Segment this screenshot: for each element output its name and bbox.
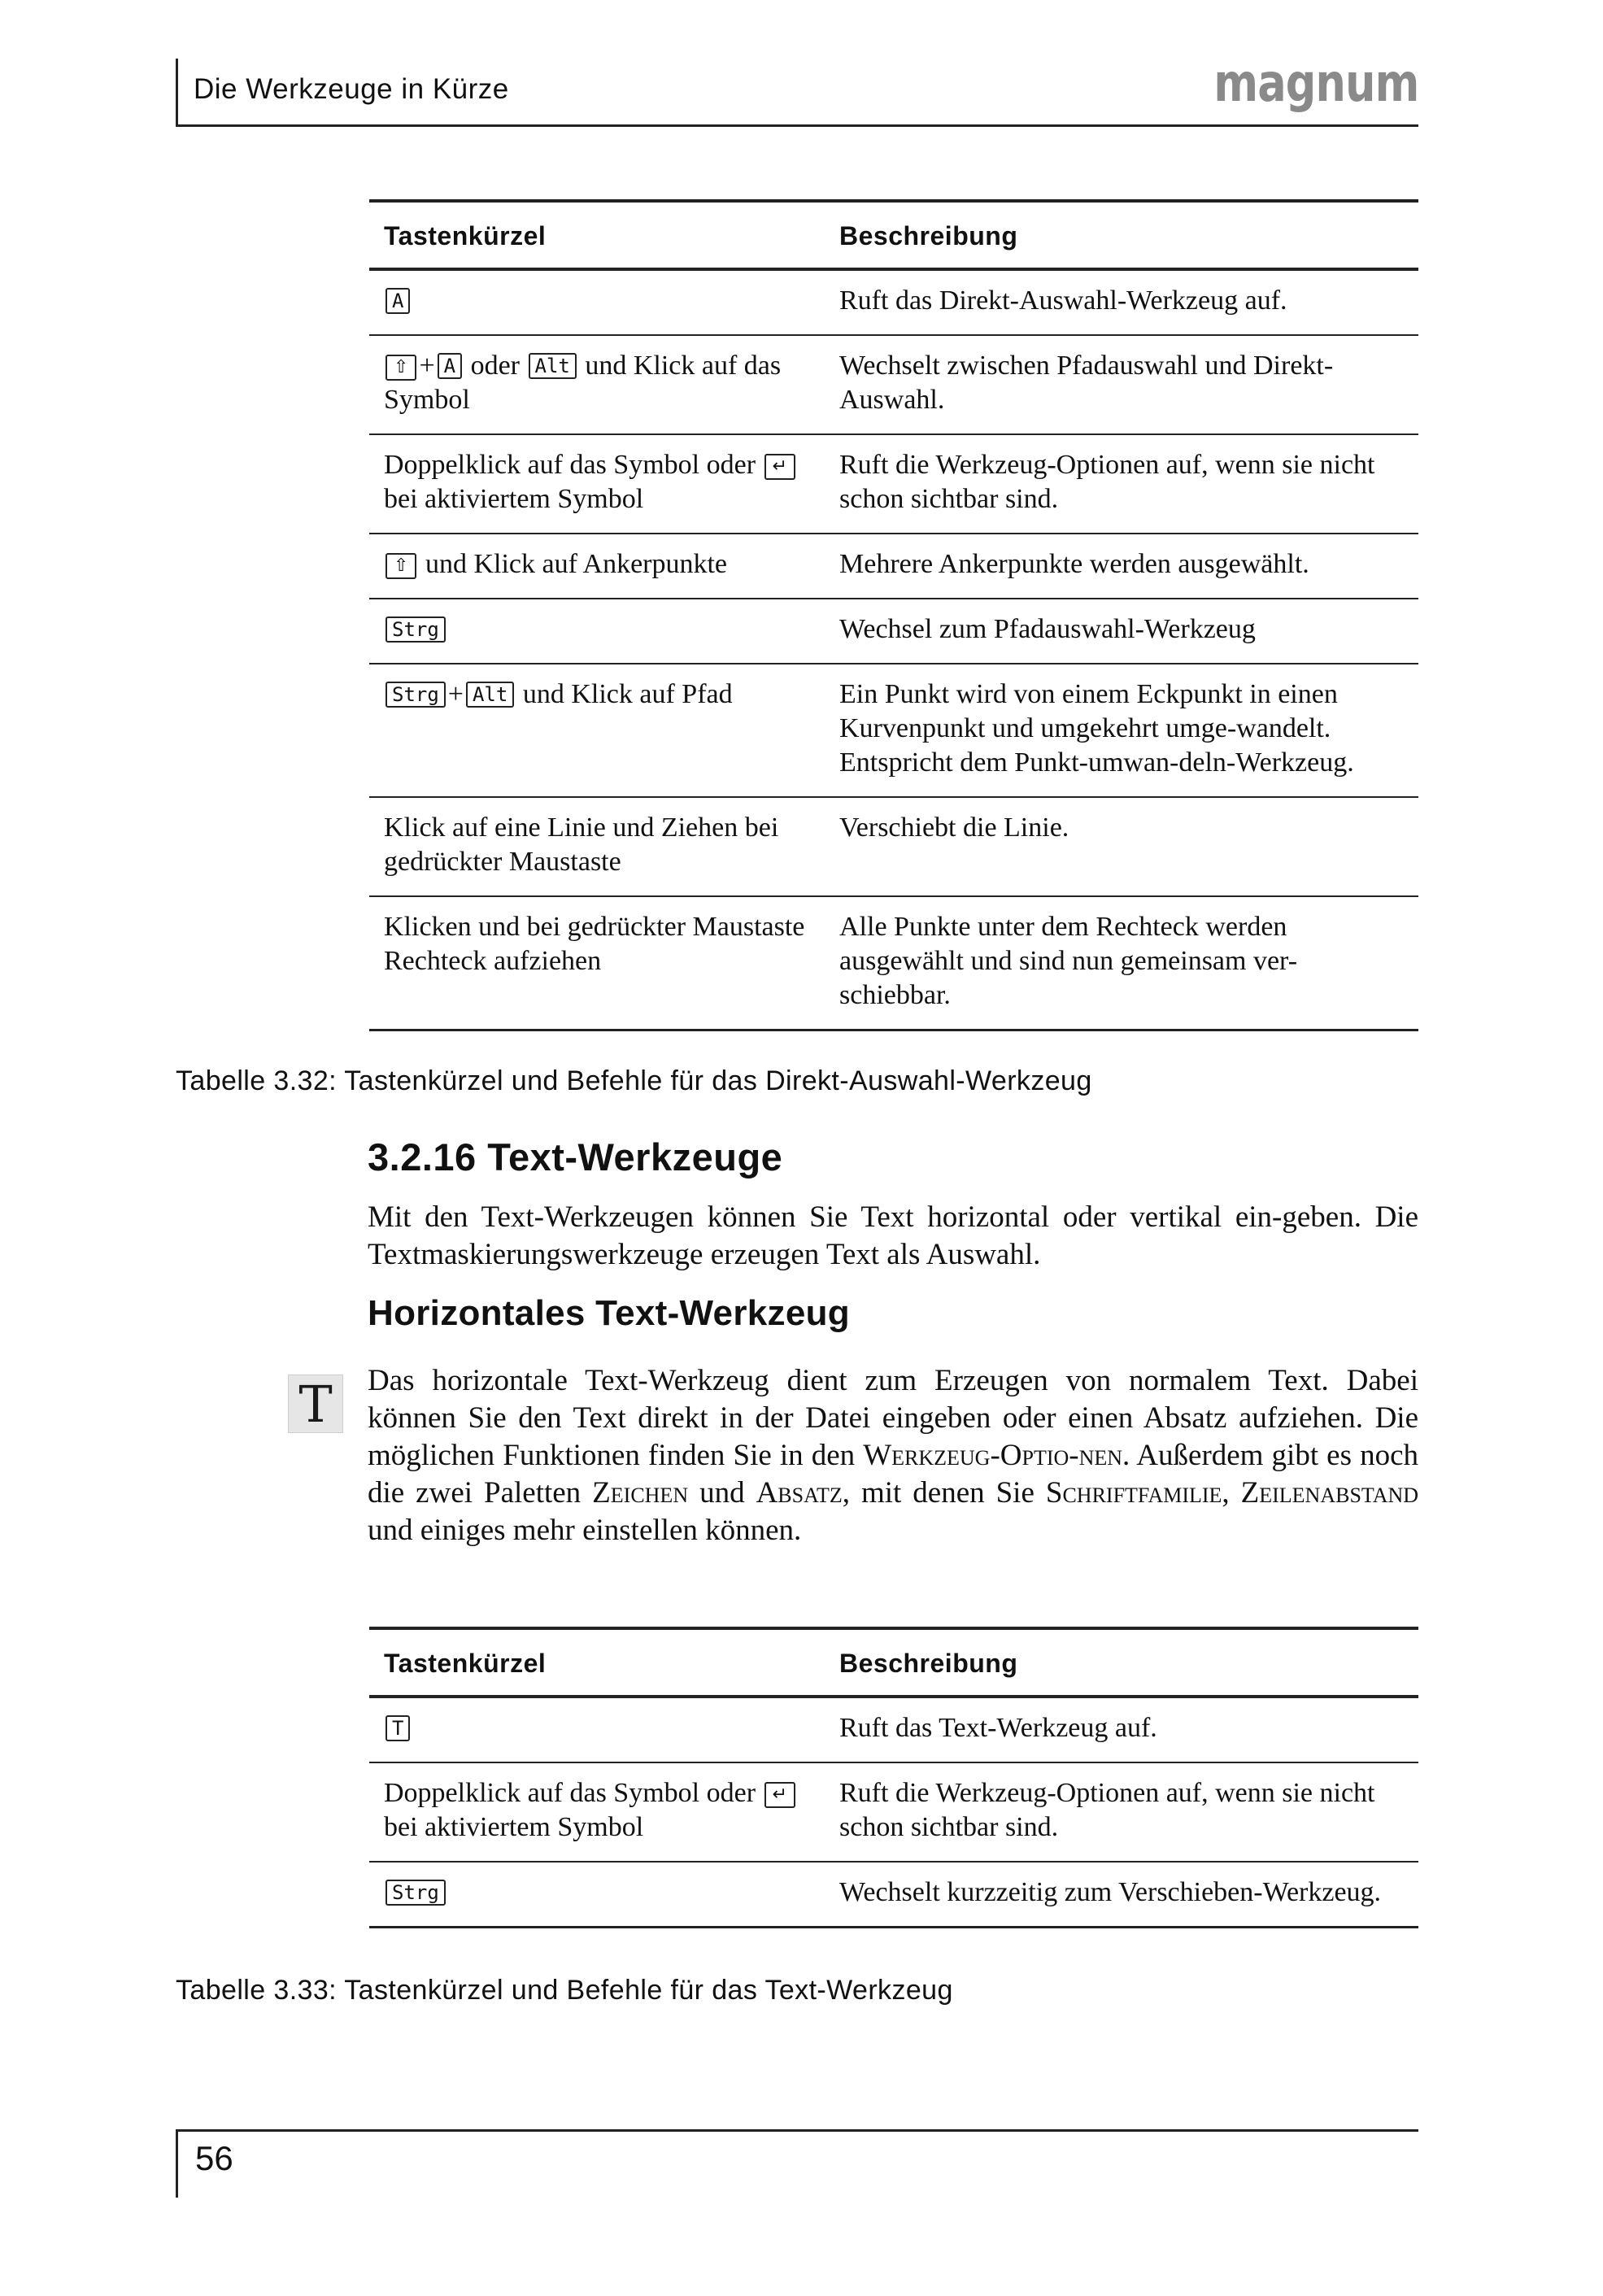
shift-key-icon: ⇧ <box>386 355 416 381</box>
brand-logo: magnum <box>1213 54 1418 114</box>
header-rule <box>176 124 1418 127</box>
table-row <box>369 1697 1418 1762</box>
shortcut-cell <box>369 269 825 335</box>
shortcut-text: Doppelklick auf das Symbol oder <box>384 450 756 480</box>
footer-rule-vertical <box>176 2129 178 2198</box>
body-text: und einiges mehr einstellen können. <box>368 1514 802 1547</box>
table-header-row <box>369 201 1418 269</box>
description-cell: Verschiebt die Linie. <box>825 797 1418 896</box>
shortcut-text: bei aktiviertem Symbol <box>384 484 644 514</box>
key-alt: Alt <box>529 353 577 379</box>
column-header-shortcut: Tastenkürzel <box>369 201 825 269</box>
table-caption: Tabelle 3.32: Tastenkürzel und Befehle für das Direkt-Auswahl-Werkzeug <box>176 1065 1092 1096</box>
shortcut-table-text-tool <box>369 1627 1418 1928</box>
menu-term: Zeichen <box>592 1476 689 1510</box>
shortcut-cell <box>369 335 825 434</box>
shortcut-text: und Klick auf Ankerpunkte <box>425 549 728 579</box>
key-plus: + <box>447 679 464 709</box>
key-strg: Strg <box>386 1880 446 1906</box>
table-row <box>369 599 1418 664</box>
table-row <box>369 335 1418 434</box>
key-alt: Alt <box>466 682 514 708</box>
body-text: Das horizontale Text-Werkzeug dient zum Erzeugen von normalem Text. Dabei können Sie den Text direkt in der Datei eingeben oder einen Absatz aufziehen. Die möglichen Funktionen finden Sie in den <box>368 1364 1418 1472</box>
table-header-row <box>369 1628 1418 1697</box>
shortcut-text: und Klick auf Pfad <box>522 679 733 709</box>
shortcut-table-direct-selection <box>369 199 1418 1031</box>
body-text: , mit denen Sie <box>842 1476 1035 1510</box>
shortcut-cell <box>369 1697 825 1762</box>
description-cell: Ein Punkt wird von einem Eckpunkt in einen Kurvenpunkt und umgekehrt umge-wandelt. Entspricht dem Punkt-umwan-deln-Werkzeug. <box>825 664 1418 797</box>
column-header-shortcut: Tastenkürzel <box>369 1628 825 1697</box>
table-row <box>369 664 1418 797</box>
shortcut-text: bei aktiviertem Symbol <box>384 1812 644 1842</box>
shortcut-cell: Klicken und bei gedrückter Maustaste Rechteck aufziehen <box>369 896 825 1030</box>
shortcut-text: und Klick auf das Symbol <box>384 351 782 415</box>
menu-term: Zeilenabstand <box>1240 1476 1419 1510</box>
shortcut-cell: Klick auf eine Linie und Ziehen bei gedrückter Maustaste <box>369 797 825 896</box>
table-row <box>369 1862 1418 1928</box>
description-cell: Ruft die Werkzeug-Optionen auf, wenn sie nicht schon sichtbar sind. <box>825 1762 1418 1862</box>
header-rule-vertical <box>176 59 178 127</box>
table-row <box>369 434 1418 534</box>
key-a: A <box>438 353 462 379</box>
page-number: 56 <box>195 2139 233 2177</box>
section-intro: Mit den Text-Werkzeugen können Sie Text horizontal oder vertikal ein-geben. Die Textmaskierungswerkzeuge erzeugen Text als Auswahl. <box>368 1200 1418 1271</box>
key-t: T <box>386 1715 410 1741</box>
shortcut-text: Doppelklick auf das Symbol oder <box>384 1778 756 1808</box>
running-header: Die Werkzeuge in Kürze <box>194 73 509 105</box>
menu-term: Absatz <box>756 1476 843 1510</box>
key-strg: Strg <box>386 682 446 708</box>
shortcut-cell <box>369 534 825 599</box>
shortcut-cell <box>369 434 825 534</box>
shortcut-cell <box>369 1862 825 1928</box>
shortcut-cell <box>369 664 825 797</box>
shortcut-text: oder <box>470 351 520 381</box>
shortcut-cell <box>369 599 825 664</box>
menu-term: Schriftfamilie <box>1045 1476 1222 1510</box>
description-cell: Wechsel zum Pfadauswahl-Werkzeug <box>825 599 1418 664</box>
table-row <box>369 534 1418 599</box>
enter-key-icon: ↵ <box>764 1782 795 1808</box>
table-caption: Tabelle 3.33: Tastenkürzel und Befehle für das Text-Werkzeug <box>176 1975 953 2006</box>
body-text: und <box>699 1476 745 1510</box>
subsection-heading: Horizontales Text-Werkzeug <box>368 1293 850 1333</box>
table-row <box>369 269 1418 335</box>
description-cell: Wechselt zwischen Pfadauswahl und Direkt-Auswahl. <box>825 335 1418 434</box>
table-row <box>369 1762 1418 1862</box>
table-row <box>369 896 1418 1030</box>
description-cell: Ruft das Direkt-Auswahl-Werkzeug auf. <box>825 269 1418 335</box>
menu-term: Werkzeug-Optio-nen <box>863 1439 1123 1472</box>
description-cell: Ruft die Werkzeug-Optionen auf, wenn sie nicht schon sichtbar sind. <box>825 434 1418 534</box>
key-strg: Strg <box>386 616 446 643</box>
column-header-description: Beschreibung <box>825 201 1418 269</box>
body-text: , <box>1222 1476 1230 1510</box>
key-plus: + <box>419 351 435 381</box>
description-cell: Ruft das Text-Werkzeug auf. <box>825 1697 1418 1762</box>
description-cell: Mehrere Ankerpunkte werden ausgewählt. <box>825 534 1418 599</box>
column-header-description: Beschreibung <box>825 1628 1418 1697</box>
enter-key-icon: ↵ <box>764 454 795 480</box>
section-heading: 3.2.16 Text-Werkzeuge <box>368 1135 783 1178</box>
body-text: . Außerdem gibt es noch die zwei Paletten <box>368 1439 1418 1510</box>
table-row <box>369 797 1418 896</box>
subsection-body <box>368 1362 1418 1549</box>
key-a: A <box>386 288 410 314</box>
shift-key-icon: ⇧ <box>386 553 416 579</box>
description-cell: Wechselt kurzzeitig zum Verschieben-Werkzeug. <box>825 1862 1418 1928</box>
text-tool-icon: T <box>288 1375 343 1433</box>
footer-rule <box>176 2129 1418 2132</box>
description-cell: Alle Punkte unter dem Rechteck werden ausgewählt und sind nun gemeinsam ver-schiebbar. <box>825 896 1418 1030</box>
shortcut-cell <box>369 1762 825 1862</box>
